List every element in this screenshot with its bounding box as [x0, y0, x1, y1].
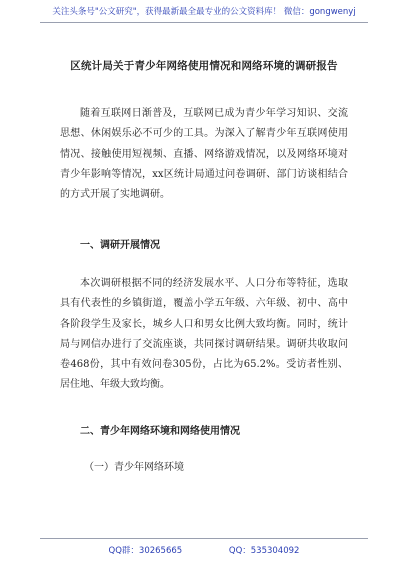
- section-1-paragraph: 本次调研根据不同的经济发展水平、人口分布等特征，选取具有代表性的乡镇街道，覆盖小学五年级、六年级、初中、高中各阶段学生及家长，城乡人口和男女比例大致均衡。同时，统计局与网信办进行了交流座谈，共同探讨调研结果。调研共收取问卷468份，其中有效问卷305份，占比为65.2%。受访者性别、居住地、年级大致均衡。: [60, 278, 348, 391]
- document-title: 区统计局关于青少年网络使用情况和网络环境的调研报告: [70, 60, 338, 72]
- header-banner: 关注头条号"公文研究"，获得最新最全最专业的公文资料库！ 微信：gongwenyj: [52, 7, 356, 17]
- footer-divider: [40, 538, 368, 539]
- header-divider: [40, 22, 368, 23]
- intro-paragraph: 随着互联网日渐普及，互联网已成为青少年学习知识、交流思想、休闲娱乐必不可少的工具。为深入了解青少年互联网使用情况、接触使用短视频、直播、网络游戏情况，以及网络环境对青少年影响等情况，xx区统计局通过问卷调研、部门访谈相结合的方式开展了实地调研。: [60, 108, 348, 201]
- footer-qq-group: QQ群：30265665: [108, 546, 183, 556]
- footer-qq: QQ：535304092: [228, 546, 300, 556]
- section-1-heading: 一、调研开展情况: [80, 240, 160, 251]
- footer: [0, 544, 408, 556]
- section-2-heading: 二、青少年网络环境和网络使用情况: [80, 426, 240, 437]
- section-2-subheading-1: （一）青少年网络环境: [84, 462, 184, 473]
